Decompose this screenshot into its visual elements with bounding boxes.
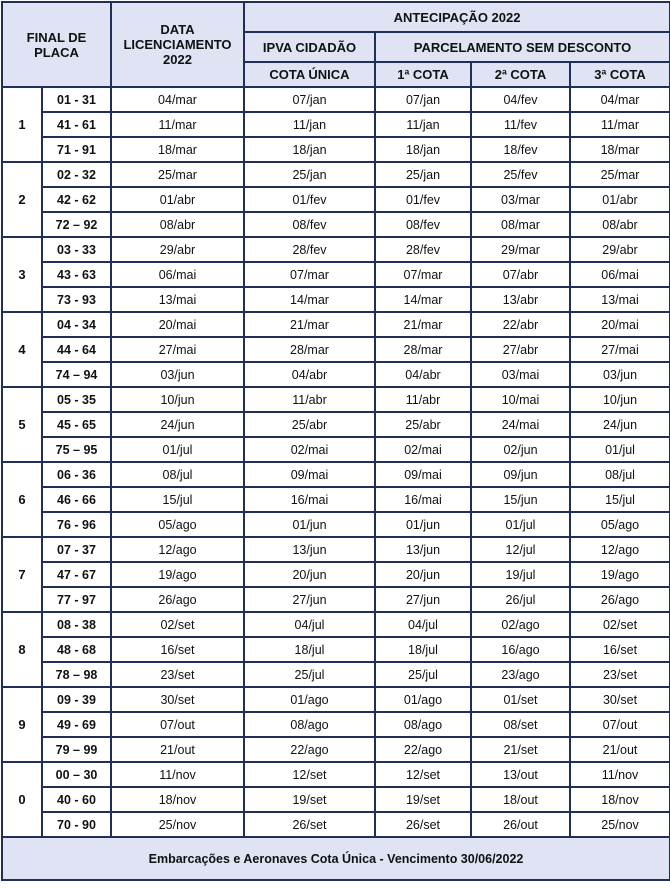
licenciamento-date: 16/set bbox=[111, 637, 244, 662]
ipva-schedule-table bbox=[1, 1, 670, 881]
cota-2-date: 02/jun bbox=[471, 437, 570, 462]
licenciamento-date: 04/mar bbox=[111, 87, 244, 112]
cota-3-date: 16/set bbox=[570, 637, 670, 662]
licenciamento-date: 25/nov bbox=[111, 812, 244, 837]
footer-note: Embarcações e Aeronaves Cota Única - Vencimento 30/06/2022 bbox=[2, 837, 670, 880]
licenciamento-date: 27/mai bbox=[111, 337, 244, 362]
table-row bbox=[2, 137, 670, 162]
plate-range: 42 - 62 bbox=[42, 187, 111, 212]
cota-1-date: 01/ago bbox=[375, 687, 471, 712]
licenciamento-date: 29/abr bbox=[111, 237, 244, 262]
table-row bbox=[2, 312, 670, 337]
header-cota-3: 3ª COTA bbox=[570, 62, 670, 87]
plate-range: 43 - 63 bbox=[42, 262, 111, 287]
table-row bbox=[2, 362, 670, 387]
cota-unica-date: 13/jun bbox=[244, 537, 375, 562]
cota-unica-date: 11/jan bbox=[244, 112, 375, 137]
cota-unica-date: 18/jan bbox=[244, 137, 375, 162]
cota-1-date: 11/jan bbox=[375, 112, 471, 137]
licenciamento-date: 12/ago bbox=[111, 537, 244, 562]
cota-unica-date: 07/mar bbox=[244, 262, 375, 287]
cota-1-date: 04/jul bbox=[375, 612, 471, 637]
cota-2-date: 26/out bbox=[471, 812, 570, 837]
cota-1-date: 18/jul bbox=[375, 637, 471, 662]
cota-1-date: 25/jul bbox=[375, 662, 471, 687]
table-row bbox=[2, 162, 670, 187]
plate-final-digit: 2 bbox=[2, 162, 42, 237]
plate-range: 73 - 93 bbox=[42, 287, 111, 312]
cota-3-date: 23/set bbox=[570, 662, 670, 687]
cota-1-date: 16/mai bbox=[375, 487, 471, 512]
cota-1-date: 21/mar bbox=[375, 312, 471, 337]
cota-3-date: 20/mai bbox=[570, 312, 670, 337]
cota-2-date: 12/jul bbox=[471, 537, 570, 562]
licenciamento-date: 25/mar bbox=[111, 162, 244, 187]
licenciamento-date: 24/jun bbox=[111, 412, 244, 437]
cota-1-date: 26/set bbox=[375, 812, 471, 837]
cota-unica-date: 16/mai bbox=[244, 487, 375, 512]
cota-2-date: 02/ago bbox=[471, 612, 570, 637]
table-row bbox=[2, 212, 670, 237]
plate-final-digit: 5 bbox=[2, 387, 42, 462]
table-row bbox=[2, 287, 670, 312]
cota-2-date: 09/jun bbox=[471, 462, 570, 487]
cota-3-date: 11/nov bbox=[570, 762, 670, 787]
cota-2-date: 24/mai bbox=[471, 412, 570, 437]
plate-range: 47 - 67 bbox=[42, 562, 111, 587]
licenciamento-date: 20/mai bbox=[111, 312, 244, 337]
header-cota-unica: COTA ÚNICA bbox=[244, 62, 375, 87]
cota-1-date: 07/mar bbox=[375, 262, 471, 287]
header-ipva-cidadao: IPVA CIDADÃO bbox=[244, 32, 375, 62]
header-final-placa-line2: PLACA bbox=[34, 44, 79, 60]
plate-final-digit: 7 bbox=[2, 537, 42, 612]
table-row bbox=[2, 512, 670, 537]
licenciamento-date: 11/nov bbox=[111, 762, 244, 787]
cota-unica-date: 18/jul bbox=[244, 637, 375, 662]
cota-2-date: 04/fev bbox=[471, 87, 570, 112]
cota-unica-date: 20/jun bbox=[244, 562, 375, 587]
cota-3-date: 10/jun bbox=[570, 387, 670, 412]
cota-1-date: 22/ago bbox=[375, 737, 471, 762]
cota-2-date: 19/jul bbox=[471, 562, 570, 587]
table-row bbox=[2, 537, 670, 562]
cota-2-date: 21/set bbox=[471, 737, 570, 762]
header-data-licenciamento bbox=[111, 2, 244, 87]
cota-3-date: 02/set bbox=[570, 612, 670, 637]
header-antecipacao: ANTECIPAÇÃO 2022 bbox=[244, 2, 670, 32]
cota-1-date: 11/abr bbox=[375, 387, 471, 412]
table-row bbox=[2, 712, 670, 737]
plate-final-digit: 6 bbox=[2, 462, 42, 537]
cota-2-date: 18/out bbox=[471, 787, 570, 812]
cota-3-date: 19/ago bbox=[570, 562, 670, 587]
cota-3-date: 29/abr bbox=[570, 237, 670, 262]
cota-3-date: 05/ago bbox=[570, 512, 670, 537]
plate-range: 05 - 35 bbox=[42, 387, 111, 412]
cota-2-date: 03/mar bbox=[471, 187, 570, 212]
cota-unica-date: 01/jun bbox=[244, 512, 375, 537]
cota-3-date: 04/mar bbox=[570, 87, 670, 112]
plate-range: 78 – 98 bbox=[42, 662, 111, 687]
cota-2-date: 01/jul bbox=[471, 512, 570, 537]
plate-range: 00 – 30 bbox=[42, 762, 111, 787]
cota-3-date: 06/mai bbox=[570, 262, 670, 287]
cota-unica-date: 14/mar bbox=[244, 287, 375, 312]
cota-3-date: 15/jul bbox=[570, 487, 670, 512]
table-row bbox=[2, 262, 670, 287]
plate-range: 71 - 91 bbox=[42, 137, 111, 162]
cota-3-date: 26/ago bbox=[570, 587, 670, 612]
cota-unica-date: 07/jan bbox=[244, 87, 375, 112]
cota-1-date: 12/set bbox=[375, 762, 471, 787]
licenciamento-date: 01/jul bbox=[111, 437, 244, 462]
cota-3-date: 08/jul bbox=[570, 462, 670, 487]
plate-range: 07 - 37 bbox=[42, 537, 111, 562]
cota-3-date: 25/nov bbox=[570, 812, 670, 837]
cota-2-date: 08/set bbox=[471, 712, 570, 737]
plate-final-digit: 9 bbox=[2, 687, 42, 762]
cota-2-date: 03/mai bbox=[471, 362, 570, 387]
cota-3-date: 18/mar bbox=[570, 137, 670, 162]
cota-1-date: 14/mar bbox=[375, 287, 471, 312]
plate-range: 70 - 90 bbox=[42, 812, 111, 837]
cota-1-date: 02/mai bbox=[375, 437, 471, 462]
header-data-lic-line3: 2022 bbox=[163, 52, 192, 67]
cota-3-date: 21/out bbox=[570, 737, 670, 762]
header-cota-2: 2ª COTA bbox=[471, 62, 570, 87]
cota-unica-date: 11/abr bbox=[244, 387, 375, 412]
licenciamento-date: 23/set bbox=[111, 662, 244, 687]
cota-unica-date: 28/fev bbox=[244, 237, 375, 262]
cota-unica-date: 25/jan bbox=[244, 162, 375, 187]
plate-final-digit: 4 bbox=[2, 312, 42, 387]
table-row bbox=[2, 112, 670, 137]
cota-unica-date: 01/ago bbox=[244, 687, 375, 712]
cota-unica-date: 27/jun bbox=[244, 587, 375, 612]
cota-1-date: 27/jun bbox=[375, 587, 471, 612]
table-row bbox=[2, 337, 670, 362]
plate-range: 03 - 33 bbox=[42, 237, 111, 262]
cota-3-date: 30/set bbox=[570, 687, 670, 712]
table-row bbox=[2, 487, 670, 512]
table-row bbox=[2, 412, 670, 437]
table-row bbox=[2, 787, 670, 812]
cota-1-date: 08/ago bbox=[375, 712, 471, 737]
ipva-calendar bbox=[1, 1, 669, 890]
cota-1-date: 18/jan bbox=[375, 137, 471, 162]
table-row bbox=[2, 612, 670, 637]
table-row bbox=[2, 762, 670, 787]
plate-range: 72 – 92 bbox=[42, 212, 111, 237]
cota-1-date: 20/jun bbox=[375, 562, 471, 587]
cota-2-date: 15/jun bbox=[471, 487, 570, 512]
cota-unica-date: 22/ago bbox=[244, 737, 375, 762]
licenciamento-date: 15/jul bbox=[111, 487, 244, 512]
licenciamento-date: 07/out bbox=[111, 712, 244, 737]
cota-2-date: 10/mai bbox=[471, 387, 570, 412]
licenciamento-date: 21/out bbox=[111, 737, 244, 762]
cota-3-date: 01/jul bbox=[570, 437, 670, 462]
licenciamento-date: 26/ago bbox=[111, 587, 244, 612]
plate-range: 04 - 34 bbox=[42, 312, 111, 337]
licenciamento-date: 01/abr bbox=[111, 187, 244, 212]
header-final-placa bbox=[2, 2, 111, 87]
licenciamento-date: 08/jul bbox=[111, 462, 244, 487]
plate-final-digit: 8 bbox=[2, 612, 42, 687]
cota-1-date: 19/set bbox=[375, 787, 471, 812]
cota-unica-date: 04/abr bbox=[244, 362, 375, 387]
plate-range: 76 - 96 bbox=[42, 512, 111, 537]
cota-3-date: 27/mai bbox=[570, 337, 670, 362]
cota-2-date: 16/ago bbox=[471, 637, 570, 662]
cota-3-date: 03/jun bbox=[570, 362, 670, 387]
cota-3-date: 08/abr bbox=[570, 212, 670, 237]
header-final-placa-line1: FINAL DE bbox=[26, 29, 87, 45]
plate-range: 41 - 61 bbox=[42, 112, 111, 137]
cota-3-date: 18/nov bbox=[570, 787, 670, 812]
header-data-lic-line2: LICENCIAMENTO bbox=[123, 37, 232, 52]
header-cota-1: 1ª COTA bbox=[375, 62, 471, 87]
header-data-lic-line1: DATA bbox=[160, 22, 195, 37]
cota-unica-date: 25/abr bbox=[244, 412, 375, 437]
table-row bbox=[2, 687, 670, 712]
cota-3-date: 12/ago bbox=[570, 537, 670, 562]
cota-2-date: 13/abr bbox=[471, 287, 570, 312]
table-row bbox=[2, 562, 670, 587]
cota-1-date: 28/mar bbox=[375, 337, 471, 362]
cota-unica-date: 08/fev bbox=[244, 212, 375, 237]
cota-unica-date: 26/set bbox=[244, 812, 375, 837]
cota-2-date: 11/fev bbox=[471, 112, 570, 137]
cota-2-date: 23/ago bbox=[471, 662, 570, 687]
schedule-body bbox=[2, 87, 670, 837]
plate-range: 75 – 95 bbox=[42, 437, 111, 462]
table-row bbox=[2, 812, 670, 837]
licenciamento-date: 05/ago bbox=[111, 512, 244, 537]
table-row bbox=[2, 237, 670, 262]
licenciamento-date: 30/set bbox=[111, 687, 244, 712]
table-row bbox=[2, 737, 670, 762]
cota-3-date: 07/out bbox=[570, 712, 670, 737]
licenciamento-date: 11/mar bbox=[111, 112, 244, 137]
cota-1-date: 08/fev bbox=[375, 212, 471, 237]
cota-2-date: 27/abr bbox=[471, 337, 570, 362]
cota-2-date: 25/fev bbox=[471, 162, 570, 187]
cota-3-date: 13/mai bbox=[570, 287, 670, 312]
cota-unica-date: 28/mar bbox=[244, 337, 375, 362]
table-row bbox=[2, 437, 670, 462]
licenciamento-date: 18/nov bbox=[111, 787, 244, 812]
cota-unica-date: 04/jul bbox=[244, 612, 375, 637]
cota-unica-date: 01/fev bbox=[244, 187, 375, 212]
cota-2-date: 01/set bbox=[471, 687, 570, 712]
plate-final-digit: 3 bbox=[2, 237, 42, 312]
plate-range: 06 - 36 bbox=[42, 462, 111, 487]
plate-range: 40 - 60 bbox=[42, 787, 111, 812]
table-row bbox=[2, 637, 670, 662]
cota-1-date: 01/fev bbox=[375, 187, 471, 212]
cota-1-date: 04/abr bbox=[375, 362, 471, 387]
plate-range: 08 - 38 bbox=[42, 612, 111, 637]
cota-1-date: 28/fev bbox=[375, 237, 471, 262]
table-row bbox=[2, 662, 670, 687]
plate-final-digit: 1 bbox=[2, 87, 42, 162]
cota-2-date: 13/out bbox=[471, 762, 570, 787]
cota-2-date: 18/fev bbox=[471, 137, 570, 162]
licenciamento-date: 10/jun bbox=[111, 387, 244, 412]
cota-1-date: 07/jan bbox=[375, 87, 471, 112]
licenciamento-date: 18/mar bbox=[111, 137, 244, 162]
cota-unica-date: 19/set bbox=[244, 787, 375, 812]
licenciamento-date: 06/mai bbox=[111, 262, 244, 287]
plate-range: 48 - 68 bbox=[42, 637, 111, 662]
table-row bbox=[2, 462, 670, 487]
plate-range: 79 – 99 bbox=[42, 737, 111, 762]
cota-2-date: 22/abr bbox=[471, 312, 570, 337]
licenciamento-date: 13/mai bbox=[111, 287, 244, 312]
cota-unica-date: 12/set bbox=[244, 762, 375, 787]
cota-3-date: 24/jun bbox=[570, 412, 670, 437]
cota-unica-date: 08/ago bbox=[244, 712, 375, 737]
plate-range: 01 - 31 bbox=[42, 87, 111, 112]
table-row bbox=[2, 587, 670, 612]
cota-unica-date: 09/mai bbox=[244, 462, 375, 487]
licenciamento-date: 03/jun bbox=[111, 362, 244, 387]
table-row bbox=[2, 387, 670, 412]
cota-2-date: 07/abr bbox=[471, 262, 570, 287]
plate-range: 46 - 66 bbox=[42, 487, 111, 512]
plate-range: 45 - 65 bbox=[42, 412, 111, 437]
cota-1-date: 09/mai bbox=[375, 462, 471, 487]
plate-range: 77 - 97 bbox=[42, 587, 111, 612]
licenciamento-date: 19/ago bbox=[111, 562, 244, 587]
table-row bbox=[2, 187, 670, 212]
plate-range: 09 - 39 bbox=[42, 687, 111, 712]
cota-2-date: 29/mar bbox=[471, 237, 570, 262]
cota-3-date: 25/mar bbox=[570, 162, 670, 187]
cota-2-date: 26/jul bbox=[471, 587, 570, 612]
cota-unica-date: 02/mai bbox=[244, 437, 375, 462]
plate-range: 49 - 69 bbox=[42, 712, 111, 737]
cota-1-date: 25/jan bbox=[375, 162, 471, 187]
cota-1-date: 25/abr bbox=[375, 412, 471, 437]
plate-final-digit: 0 bbox=[2, 762, 42, 837]
cota-2-date: 08/mar bbox=[471, 212, 570, 237]
table-row bbox=[2, 87, 670, 112]
licenciamento-date: 02/set bbox=[111, 612, 244, 637]
cota-unica-date: 21/mar bbox=[244, 312, 375, 337]
cota-1-date: 13/jun bbox=[375, 537, 471, 562]
cota-3-date: 11/mar bbox=[570, 112, 670, 137]
header-parcelamento: PARCELAMENTO SEM DESCONTO bbox=[375, 32, 670, 62]
cota-3-date: 01/abr bbox=[570, 187, 670, 212]
plate-range: 44 - 64 bbox=[42, 337, 111, 362]
licenciamento-date: 08/abr bbox=[111, 212, 244, 237]
plate-range: 02 - 32 bbox=[42, 162, 111, 187]
plate-range: 74 – 94 bbox=[42, 362, 111, 387]
cota-unica-date: 25/jul bbox=[244, 662, 375, 687]
cota-1-date: 01/jun bbox=[375, 512, 471, 537]
